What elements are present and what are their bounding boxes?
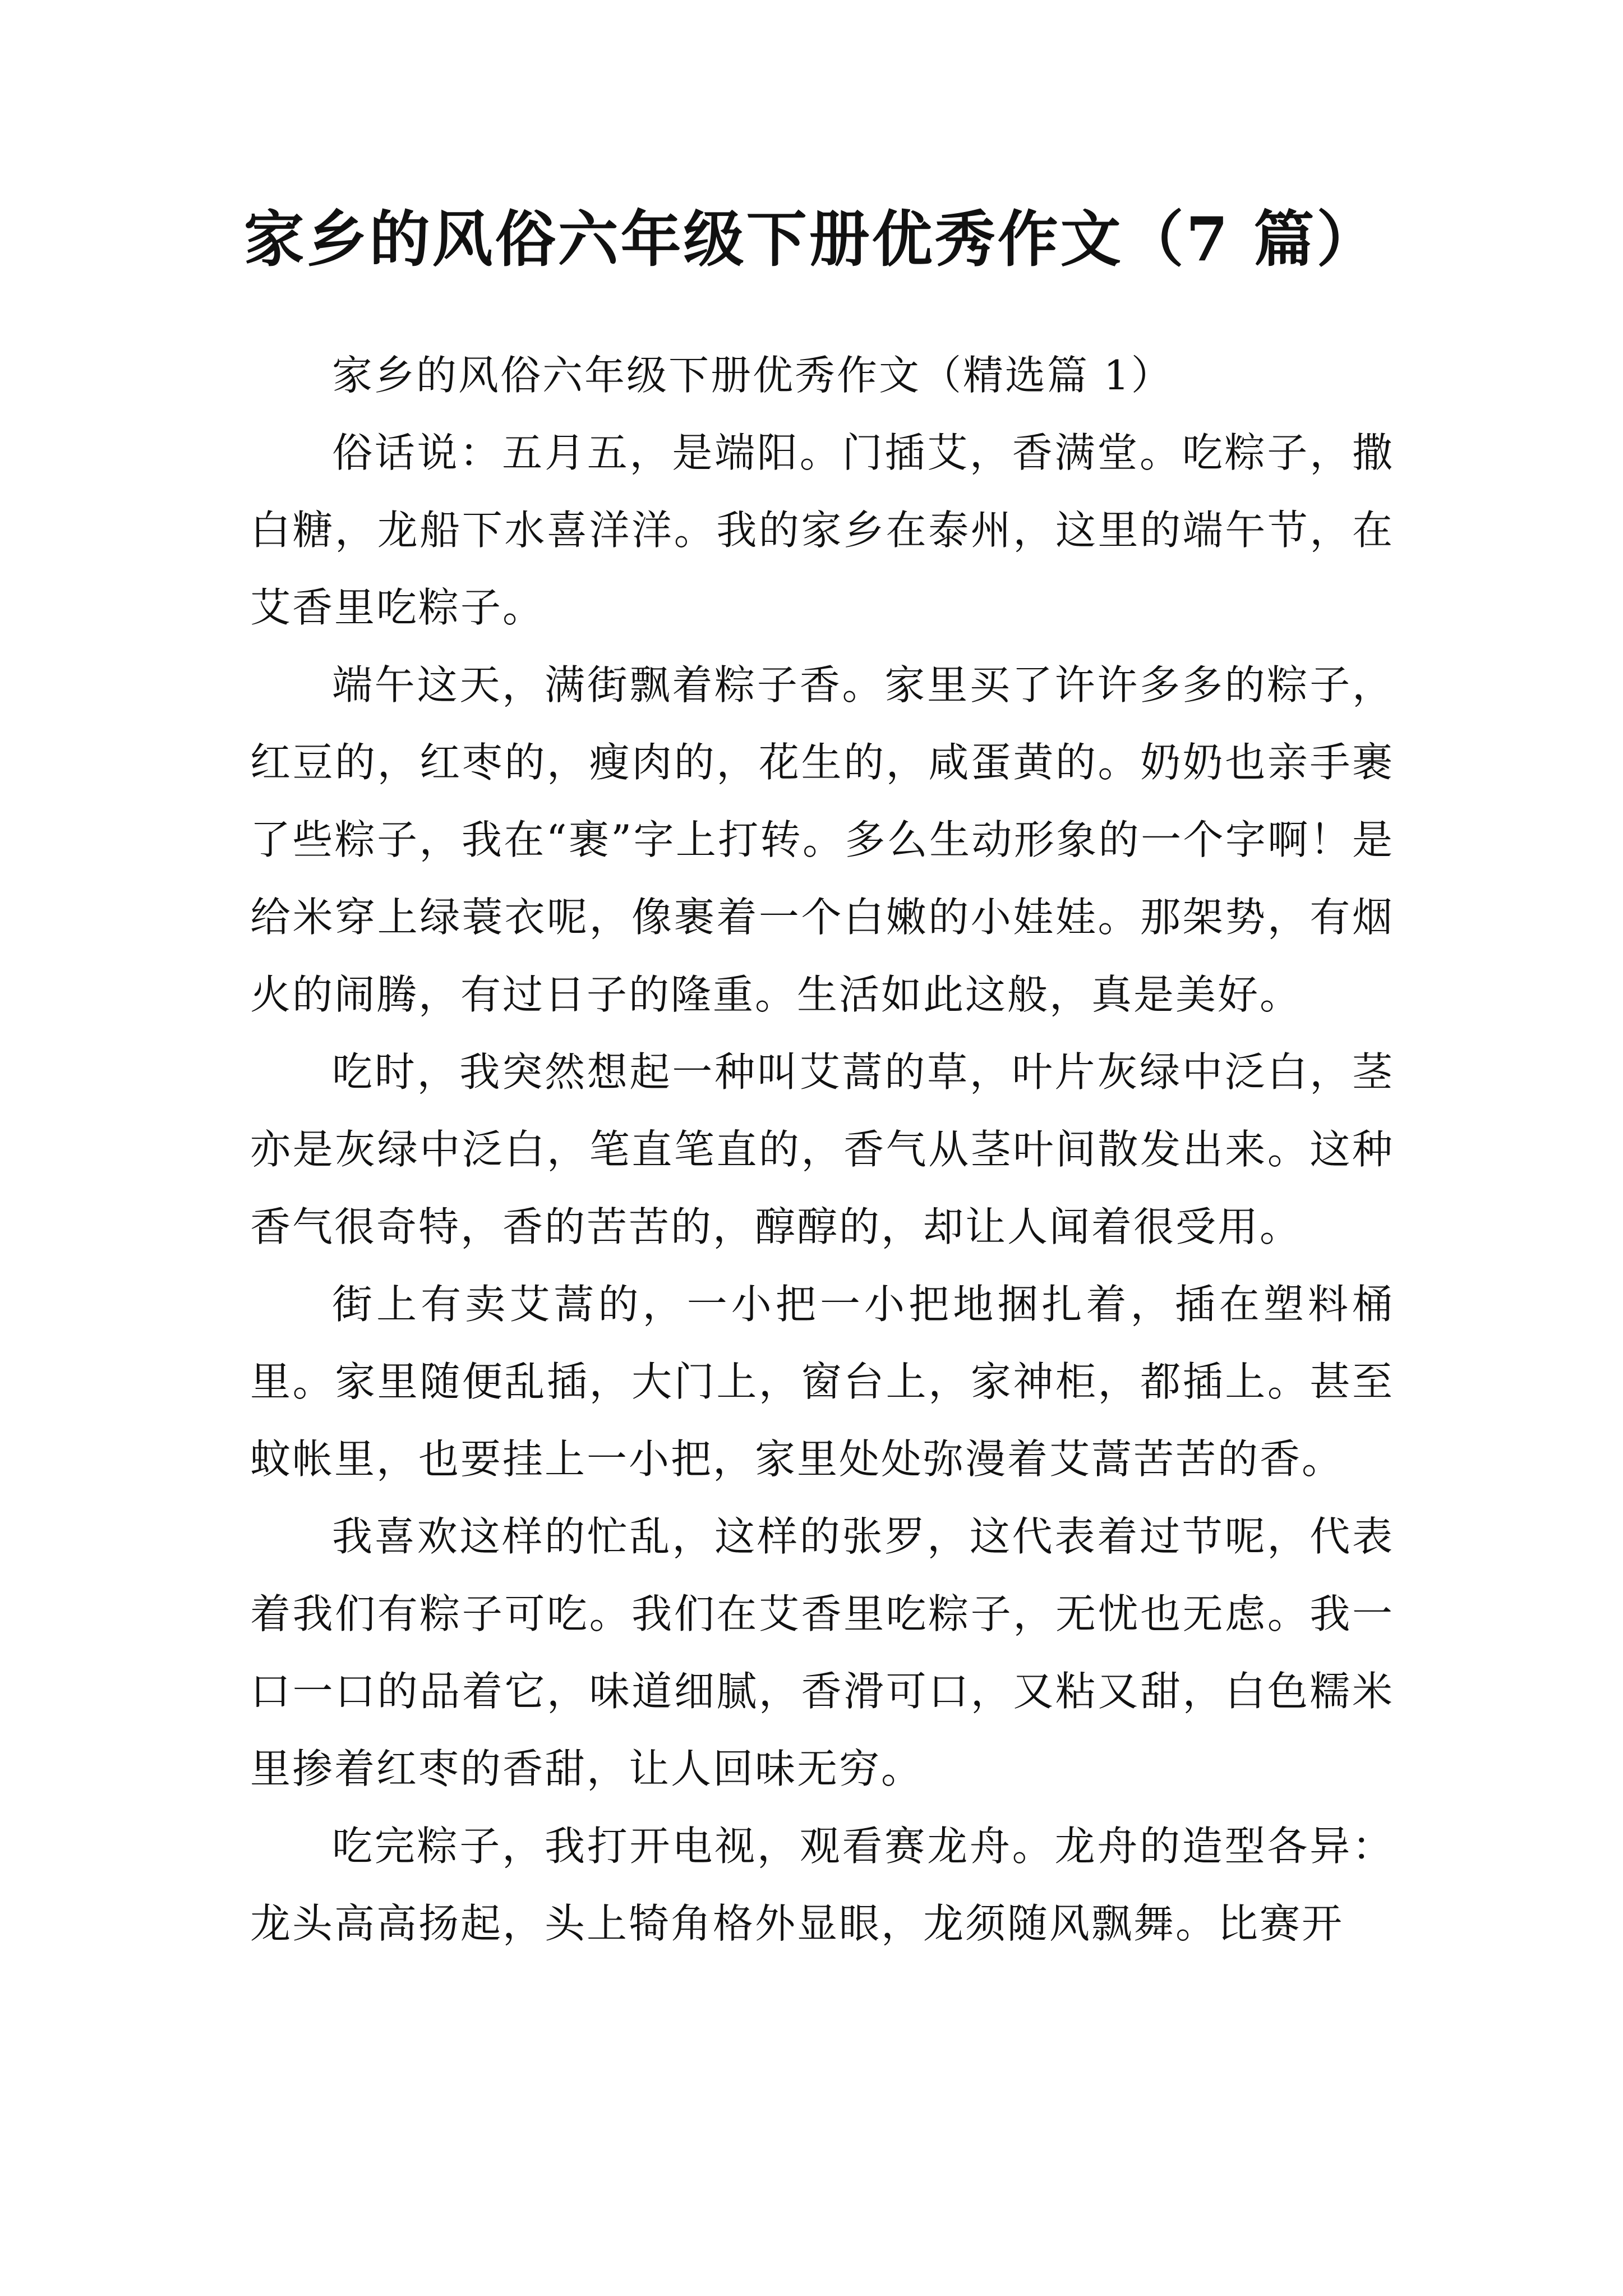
paragraph: 吃完粽子，我打开电视，观看赛龙舟。龙舟的造型各异：龙头高高扬起，头上犄角格外显眼，龙须随风飘舞。比赛开 xyxy=(250,1823,1394,1947)
section-heading: 家乡的风俗六年级下册优秀作文（精选篇 1） xyxy=(332,352,1173,399)
paragraph: 街上有卖艾蒿的，一小把一小把地捆扎着，插在塑料桶里。家里随便乱插，大门上，窗台上，家神柜，都插上。甚至蚊帐里，也要挂上一小把，家里处处弥漫着艾蒿苦苦的香。 xyxy=(250,1281,1394,1483)
document-title: 家乡的风俗六年级下册优秀作文（7 篇） xyxy=(243,204,1380,275)
paragraph: 端午这天，满街飘着粽子香。家里买了许许多多的粽子，红豆的，红枣的，瘦肉的，花生的，咸蛋黄的。奶奶也亲手裹了些粽子，我在“裹”字上打转。多么生动形象的一个字啊！是给米穿上绿蓑衣呢，像裹着一个白嫩的小娃娃。那架势，有烟火的闹腾，有过日子的隆重。生活如此这般，真是美好。 xyxy=(250,661,1394,1018)
paragraph: 吃时，我突然想起一种叫艾蒿的草，叶片灰绿中泛白，茎亦是灰绿中泛白，笔直笔直的，香气从茎叶间散发出来。这种香气很奇特，香的苦苦的，醇醇的，却让人闻着很受用。 xyxy=(250,1048,1394,1250)
document-body xyxy=(250,337,1394,1962)
paragraph: 俗话说：五月五，是端阳。门插艾，香满堂。吃粽子，撒白糖，龙船下水喜洋洋。我的家乡在泰州，这里的端午节，在艾香里吃粽子。 xyxy=(250,429,1394,631)
paragraph: 我喜欢这样的忙乱，这样的张罗，这代表着过节呢，代表着我们有粽子可吃。我们在艾香里吃粽子，无忧也无虑。我一口一口的品着它，味道细腻，香滑可口，又粘又甜，白色糯米里掺着红枣的香甜，让人回味无穷。 xyxy=(250,1513,1394,1792)
